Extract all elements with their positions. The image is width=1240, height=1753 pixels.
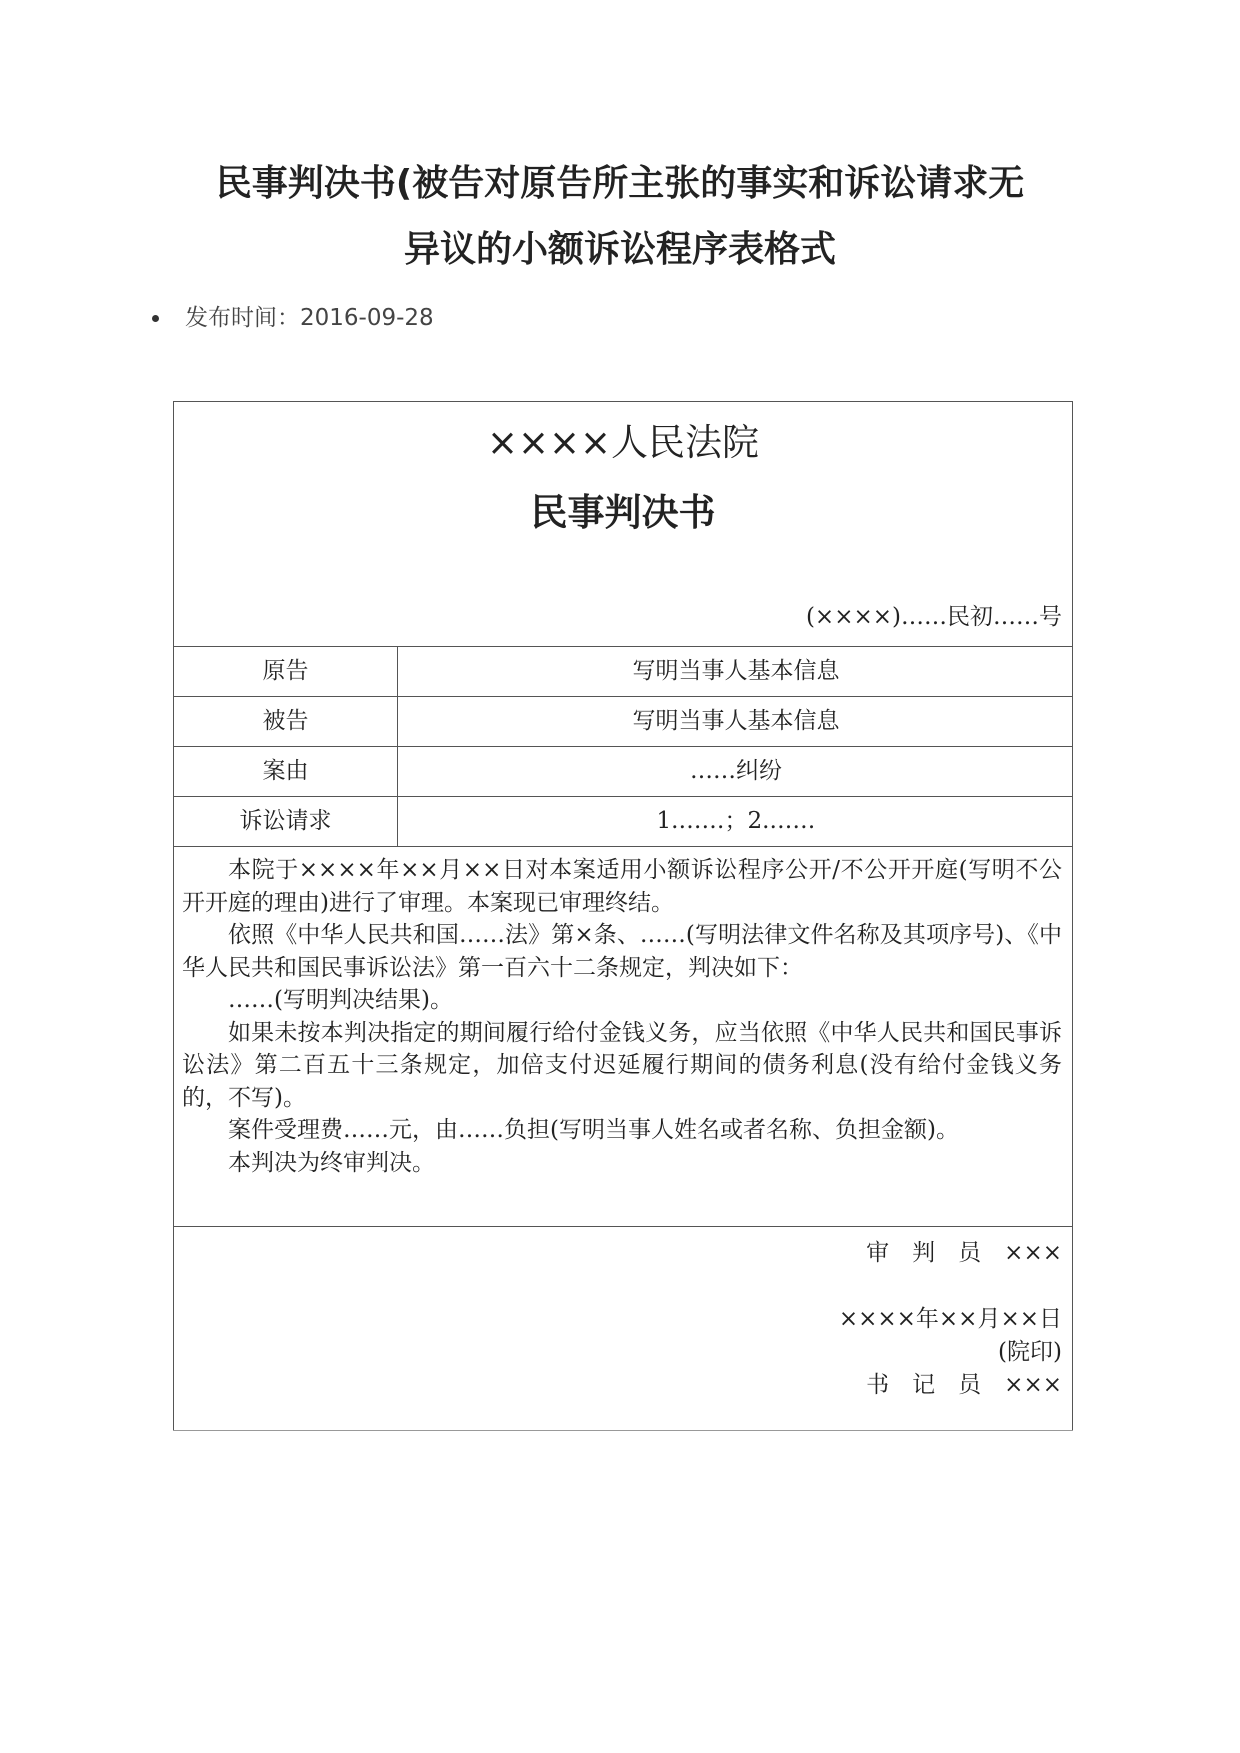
body-paragraph: 依照《中华人民共和国……法》第×条、……(写明法律文件名称及其项序号)、《中华人民共和国民事诉讼法》第一百六十二条规定，判决如下：: [182, 922, 1062, 981]
defendant-label: 被告: [262, 708, 309, 734]
divider: [174, 846, 1072, 847]
form-bottom-border: [173, 1430, 1073, 1431]
judge-signature: 审 判 员 ×××: [866, 1240, 1062, 1266]
divider: [174, 696, 1072, 697]
claims-value: 1.……；2.……: [656, 808, 816, 834]
body-paragraph: 如果未按本判决指定的期间履行给付金钱义务，应当依照《中华人民共和国民事诉讼法》第二百五十三条规定，加倍支付迟延履行期间的债务利息(没有给付金钱义务的，不写)。: [182, 1019, 1062, 1111]
document-type: 民事判决书: [530, 491, 716, 534]
page-title-line-2: 异议的小额诉讼程序表格式: [403, 229, 836, 270]
body-paragraph: ……(写明判决结果)。: [228, 987, 453, 1013]
page-title-line-1: 民事判决书(被告对原告所主张的事实和诉讼请求无: [215, 163, 1025, 204]
divider: [174, 1226, 1072, 1227]
body-paragraph: 本院于××××年××月××日对本案适用小额诉讼程序公开/不公开开庭(写明不公开开庭的理由)进行了审理。本案现已审理终结。: [182, 857, 1062, 916]
plaintiff-value: 写明当事人基本信息: [632, 658, 840, 684]
court-seal: (院印): [998, 1339, 1062, 1365]
divider: [174, 746, 1072, 747]
clerk-signature: 书 记 员 ×××: [866, 1372, 1062, 1398]
defendant-value: 写明当事人基本信息: [632, 708, 840, 734]
body-paragraph: 案件受理费……元，由……负担(写明当事人姓名或者名称、负担金额)。: [228, 1117, 959, 1143]
judgment-form: [173, 401, 1073, 1431]
judgment-date: ××××年××月××日: [838, 1306, 1062, 1332]
publish-date-text: 发布时间：2016-09-28: [185, 305, 434, 331]
cause-label: 案由: [262, 758, 309, 784]
judgment-body: [182, 854, 1062, 1179]
claims-label: 诉讼请求: [239, 808, 332, 834]
publish-date: [150, 302, 434, 334]
body-paragraph: 本判决为终审判决。: [228, 1149, 435, 1176]
case-number: (××××)……民初……号: [805, 604, 1062, 630]
plaintiff-label: 原告: [262, 658, 309, 684]
bullet-icon: [152, 315, 159, 322]
divider: [174, 796, 1072, 797]
cause-value: ……纠纷: [690, 758, 782, 784]
court-name: ××××人民法院: [486, 421, 759, 464]
divider: [174, 646, 1072, 647]
